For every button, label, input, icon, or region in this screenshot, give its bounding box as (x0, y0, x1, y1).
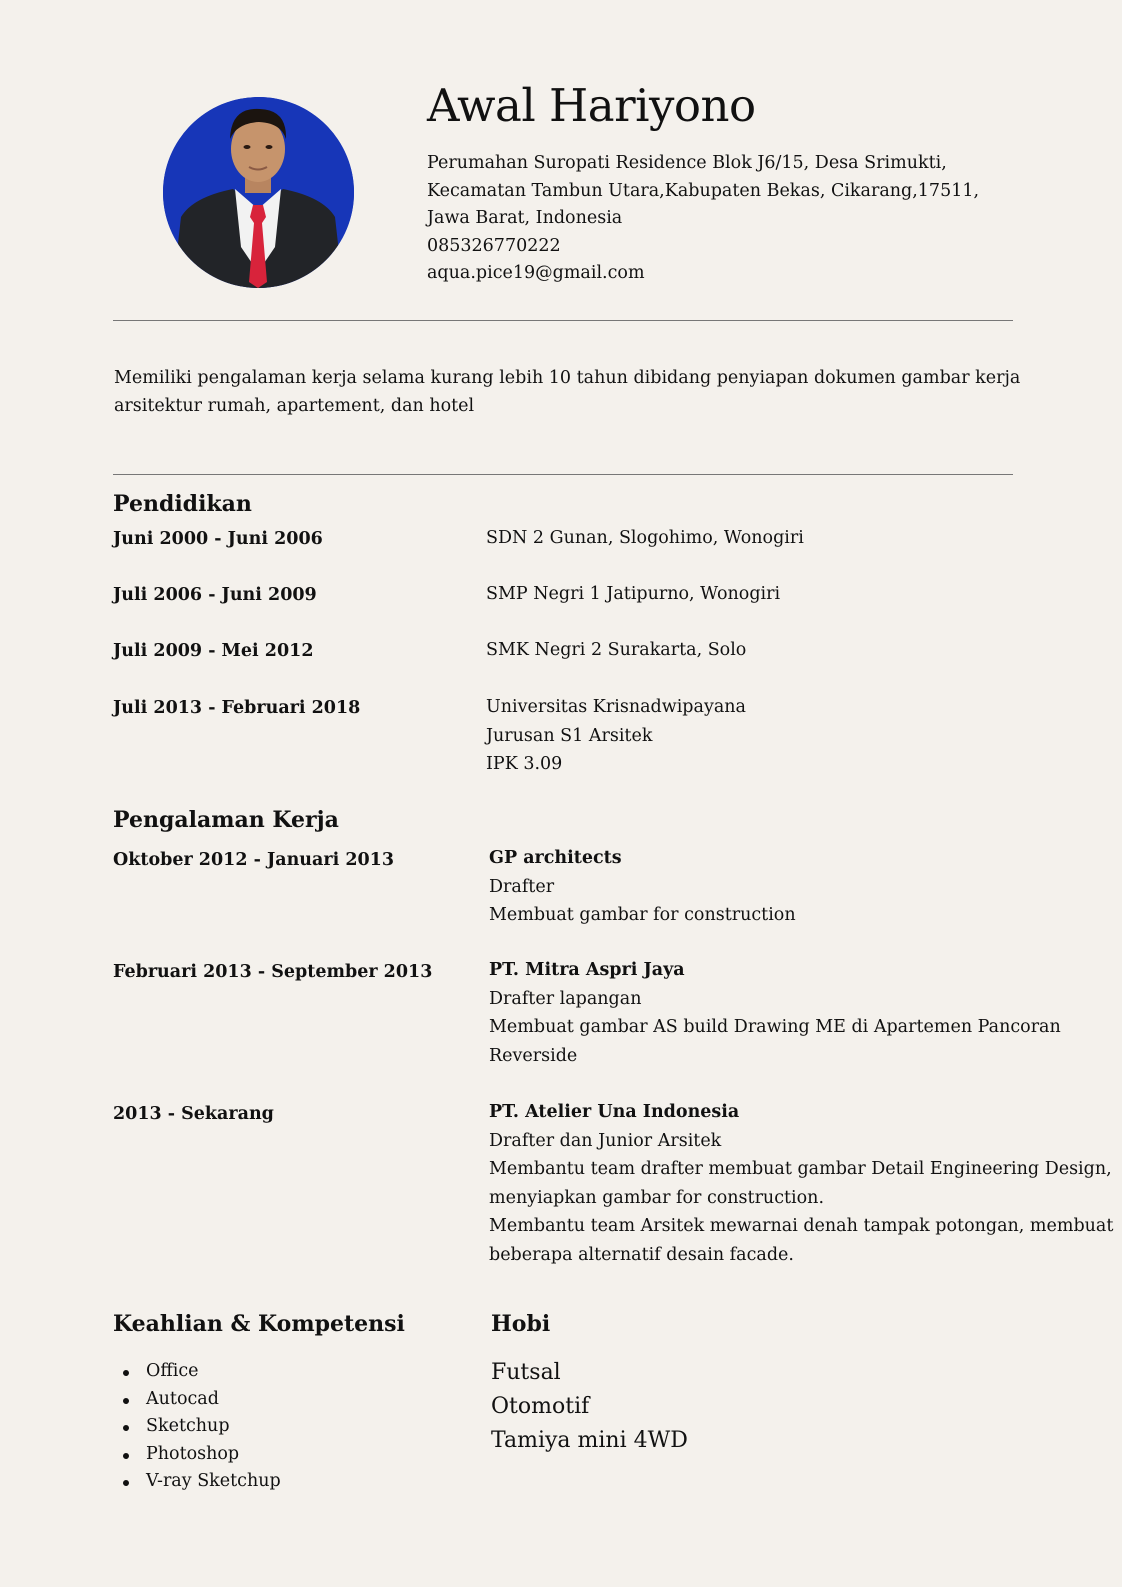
education-line: SDN 2 Gunan, Slogohimo, Wonogiri (486, 528, 804, 548)
education-period: Juli 2006 - Juni 2009 (113, 585, 317, 605)
experience-entry (489, 844, 796, 930)
candidate-name: Awal Hariyono (427, 79, 756, 132)
experience-line: menyiapkan gambar for construction. (489, 1187, 825, 1208)
experience-line: Drafter lapangan (489, 988, 642, 1009)
profile-photo (163, 97, 354, 288)
hobby-item: Tamiya mini 4WD (491, 1428, 688, 1453)
company-name: GP architects (489, 848, 622, 868)
skills-list (118, 1358, 281, 1496)
education-period: Juni 2000 - Juni 2006 (113, 529, 323, 549)
education-entry (486, 693, 746, 779)
education-line: Jurusan S1 Arsitek (486, 725, 653, 746)
education-period: Juli 2013 - Februari 2018 (113, 698, 361, 718)
education-line: SMK Negri 2 Surakarta, Solo (486, 640, 747, 660)
experience-period: Februari 2013 - September 2013 (113, 962, 433, 982)
education-line: IPK 3.09 (486, 754, 563, 774)
summary-line: Memiliki pengalaman kerja selama kurang lebih 10 tahun dibidang penyiapan dokumen gambar kerja (114, 368, 1021, 388)
address-line: Kecamatan Tambun Utara,Kabupaten Bekas, Cikarang,17511, (427, 180, 980, 201)
email-address: aqua.pice19@gmail.com (427, 263, 645, 283)
experience-line: Drafter (489, 876, 555, 897)
education-entry (486, 524, 804, 553)
divider (113, 474, 1013, 475)
company-name: PT. Mitra Aspri Jaya (489, 960, 685, 980)
company-name: PT. Atelier Una Indonesia (489, 1102, 740, 1122)
divider (113, 320, 1013, 321)
hobbies-list (491, 1356, 688, 1458)
summary-line: arsitektur rumah, apartement, dan hotel (114, 395, 475, 416)
experience-period: 2013 - Sekarang (113, 1104, 274, 1124)
experience-line: Drafter dan Junior Arsitek (489, 1130, 722, 1151)
skill-item: Photoshop (118, 1441, 281, 1469)
skill-item: V-ray Sketchup (118, 1468, 281, 1496)
experience-period: Oktober 2012 - Januari 2013 (113, 850, 395, 870)
education-entry (486, 580, 780, 609)
experience-entry (489, 956, 1061, 1070)
experience-line: Membuat gambar for construction (489, 905, 796, 925)
skill-item: Office (118, 1358, 281, 1386)
skill-item: Autocad (118, 1386, 281, 1414)
experience-line: Membuat gambar AS build Drawing ME di Apartemen Pancoran (489, 1017, 1061, 1037)
education-entry (486, 636, 746, 665)
experience-line: Membantu team drafter membuat gambar Detail Engineering Design, (489, 1159, 1112, 1179)
hobby-item: Futsal (491, 1360, 561, 1385)
experience-line: Membantu team Arsitek mewarnai denah tampak potongan, membuat (489, 1216, 1114, 1236)
hobbies-heading: Hobi (491, 1311, 551, 1337)
phone-number: 085326770222 (427, 235, 561, 256)
experience-heading: Pengalaman Kerja (113, 807, 339, 833)
education-line: SMP Negri 1 Jatipurno, Wonogiri (486, 584, 781, 604)
skills-heading: Keahlian & Kompetensi (113, 1311, 405, 1337)
experience-line: Reverside (489, 1045, 578, 1066)
skill-item: Sketchup (118, 1413, 281, 1441)
education-period: Juli 2009 - Mei 2012 (113, 641, 314, 661)
address-line: Jawa Barat, Indonesia (427, 208, 623, 228)
contact-block (427, 150, 1047, 288)
hobby-item: Otomotif (491, 1394, 590, 1419)
address-line: Perumahan Suropati Residence Blok J6/15, Desa Srimukti, (427, 153, 947, 173)
profile-summary (114, 365, 1034, 420)
education-line: Universitas Krisnadwipayana (486, 697, 746, 717)
experience-entry (489, 1098, 1113, 1269)
education-heading: Pendidikan (113, 491, 252, 517)
experience-line: beberapa alternatif desain facade. (489, 1244, 794, 1265)
